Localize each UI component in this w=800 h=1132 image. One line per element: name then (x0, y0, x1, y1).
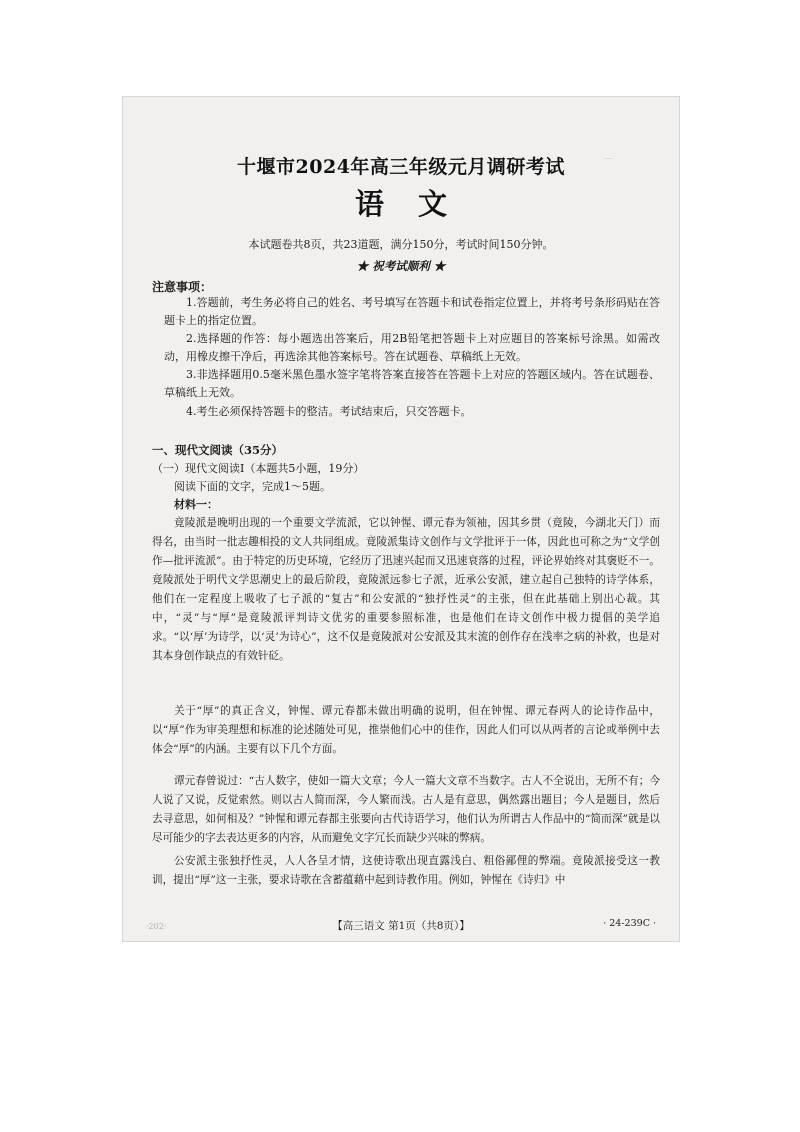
exam-page (122, 96, 680, 942)
notice-item: 4.考生必须保持答题卡的整洁。考试结束后，只交答题卡。 (186, 405, 472, 418)
notice-item: 1.答题前，考生务必将自己的姓名、考号填写在答题卡和试卷指定位置上，并将考号条形码贴在答题卡上的指定位置。 (164, 296, 660, 327)
bleed-through-mark: — (604, 154, 613, 164)
notice-item: 2.选择题的作答：每小题选出答案后，用2B铅笔把答题卡上对应题目的答案标号涂黑。如需改动，用橡皮擦干净后，再选涂其他答案标号。答在试题卷、草稿纸上无效。 (164, 332, 660, 363)
passage-paragraph: 公安派主张独抒性灵，人人各呈才情，这使诗歌出现直露浅白、粗俗鄙俚的弊端。竟陵派接受这一教训，提出“厚”这一主张，要求诗歌在含蓄蕴藉中起到诗教作用。例如，钟惺在《诗归》中 (152, 855, 660, 886)
sub-section-heading: （一）现代文阅读Ⅰ（本题共5小题，19分） (152, 462, 365, 475)
material-label: 材料一： (174, 498, 218, 511)
exam-title: 十堰市2024年高三年级元月调研考试 (237, 156, 565, 178)
subject-heading: 语文 (354, 187, 481, 221)
notice-title: 注意事项： (152, 280, 213, 294)
footer-stamp: ·202· (146, 922, 167, 931)
section-heading: 一、现代文阅读（35分） (152, 443, 284, 457)
passage-paragraph: 谭元春曾说过：“古人数字，使如一篇大文章；今人一篇大文章不当数字。古人不全说出，无所不有；今人说了又说，反觉索然。则以古人简而深，今人繁而浅。古人是有意思，偶然露出题目；今人是题目，然后去寻意思，如何相及？”钟惺和谭元春都主张要向古代诗语学习，他们认为所谓古人作品中的“简而深”就是以尽可能少的字去表达更多的内容，从而避免文字冗长而缺少兴味的弊病。 (152, 775, 660, 844)
page-footer: 【高三语文 第1页（共8页）】 (332, 920, 470, 932)
notice-item: 3.非选择题用0.5毫米黑色墨水签字笔将答案直接答在答题卡上对应的答题区域内。答在试题卷、草稿纸上无效。 (164, 368, 660, 399)
paper-code: · 24-239C · (603, 918, 656, 929)
passage-paragraph: 关于“厚”的真正含义，钟惺、谭元春都未做出明确的说明，但在钟惺、谭元春两人的论诗作品中，以“厚”作为审美理想和标准的论述随处可见，推崇他们心中的佳作，因此人们可以从两者的言论或举例中去体会“厚”的内涵。主要有以下几个方面。 (152, 705, 660, 755)
exam-info: 本试题卷共8页，共23道题，满分150分，考试时间150分钟。 (248, 238, 554, 251)
reading-instruction: 阅读下面的文字，完成1～5题。 (174, 480, 331, 493)
good-luck-line: ★ 祝考试顺利 ★ (356, 259, 446, 273)
passage-paragraph: 竟陵派是晚明出现的一个重要文学流派，它以钟惺、谭元春为领袖，因其乡贯（竟陵，今湖北天门）而得名，由当时一批志趣相投的文人共同组成。竟陵派集诗文创作与文学批评于一体，因此也可称之为“文学创作—批评流派”。由于特定的历史环境，它经历了迅速兴起而又迅速衰落的过程，评论界始终对其褒贬不一。竟陵派处于明代文学思潮史上的最后阶段，竟陵派远参七子派，近承公安派，建立起自己独特的诗学体系，他们在一定程度上吸收了七子派的“复古”和公安派的“独抒性灵”的主张，但在此基础上别出心裁。其中，“灵”与“厚”是竟陵派评判诗文优劣的重要参照标准，也是他们在诗文创作中极力提倡的美学追求。“以‘厚’为诗学，以‘灵’为诗心”，这不仅是竟陵派对公安派及其末流的创作存在浅率之病的补救，也是对其本身创作缺点的有效针砭。 (152, 517, 660, 662)
